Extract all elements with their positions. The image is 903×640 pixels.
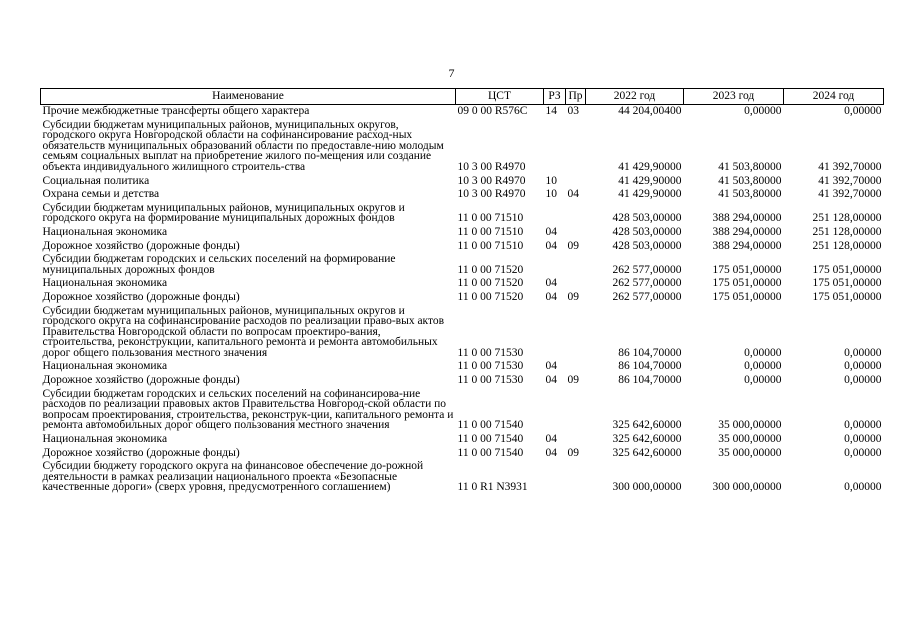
cell-2023: 41 503,80000 bbox=[718, 160, 782, 173]
cell-2024: 0,00000 bbox=[844, 481, 882, 494]
cell-rz bbox=[544, 253, 566, 277]
cell-pr bbox=[566, 388, 586, 433]
cell-pr: 09 bbox=[567, 239, 579, 252]
cell-2024: 41 392,70000 bbox=[818, 160, 882, 173]
cell-2023: 0,00000 bbox=[744, 105, 782, 117]
cell-cst: 11 0 00 71530 bbox=[457, 360, 524, 373]
cell-2022: 300 000,00000 bbox=[612, 481, 682, 494]
cell-name: Прочие межбюджетные трансферты общего характера bbox=[42, 105, 310, 117]
table-row bbox=[41, 188, 884, 202]
cell-name: Субсидии бюджетам городских и сельских поселений на софинансирова-ние расходов по реализации правовых актов Правительства Новгород-ской области по вопросам проектирования, строительства, реконструк-ции, капитального ремонта и ремонта автомобильных дорог общего пользования местного значения bbox=[42, 387, 454, 432]
cell-name: Дорожное хозяйство (дорожные фонды) bbox=[42, 290, 240, 303]
cell-name: Дорожное хозяйство (дорожные фонды) bbox=[42, 374, 240, 387]
cell-2022: 41 429,90000 bbox=[618, 160, 682, 173]
cell-2022: 41 429,90000 bbox=[618, 188, 682, 201]
cell-pr bbox=[566, 253, 586, 277]
cell-pr bbox=[566, 277, 586, 291]
header-pr: Пр bbox=[566, 89, 586, 105]
cell-2022: 325 642,60000 bbox=[612, 419, 682, 432]
cell-pr: 09 bbox=[567, 290, 579, 303]
cell-2022: 325 642,60000 bbox=[612, 433, 682, 446]
cell-pr bbox=[566, 360, 586, 374]
cell-2023: 35 000,00000 bbox=[718, 419, 782, 432]
cell-rz: 04 bbox=[545, 225, 557, 238]
cell-cst: 11 0 00 71540 bbox=[457, 446, 524, 459]
cell-2024: 175 051,00000 bbox=[812, 277, 882, 290]
table-row bbox=[41, 305, 884, 361]
cell-2024: 0,00000 bbox=[844, 419, 882, 432]
table-row bbox=[41, 460, 884, 495]
table-row bbox=[41, 226, 884, 240]
cell-name: Национальная экономика bbox=[42, 360, 168, 373]
cell-2024: 0,00000 bbox=[844, 360, 882, 373]
cell-cst: 11 0 00 71520 bbox=[457, 290, 524, 303]
cell-2022: 325 642,60000 bbox=[612, 446, 682, 459]
cell-2023: 175 051,00000 bbox=[712, 277, 782, 290]
cell-cst: 11 0 00 71520 bbox=[457, 277, 524, 290]
cell-2024: 0,00000 bbox=[844, 105, 882, 117]
cell-rz: 10 bbox=[545, 188, 557, 201]
cell-2023: 300 000,00000 bbox=[712, 481, 782, 494]
cell-pr: 09 bbox=[567, 374, 579, 387]
page-number: 7 bbox=[448, 66, 455, 80]
cell-2024: 41 392,70000 bbox=[818, 188, 882, 201]
table-row bbox=[41, 253, 884, 277]
table-row bbox=[41, 374, 884, 388]
cell-2024: 0,00000 bbox=[844, 433, 882, 446]
cell-cst: 11 0 00 71510 bbox=[457, 225, 524, 238]
cell-pr: 03 bbox=[567, 105, 579, 117]
cell-2024: 251 128,00000 bbox=[812, 212, 882, 225]
cell-2023: 0,00000 bbox=[744, 360, 782, 373]
cell-cst: 11 0 00 71530 bbox=[457, 374, 524, 387]
cell-cst: 10 3 00 R4970 bbox=[457, 160, 526, 173]
cell-2024: 41 392,70000 bbox=[818, 174, 882, 187]
cell-2022: 428 503,00000 bbox=[612, 225, 682, 238]
cell-cst: 11 0 00 71520 bbox=[457, 263, 524, 276]
table-row bbox=[41, 202, 884, 226]
cell-pr bbox=[566, 433, 586, 447]
cell-pr bbox=[566, 305, 586, 361]
cell-pr bbox=[566, 460, 586, 495]
table-row bbox=[41, 119, 884, 175]
cell-cst: 10 3 00 R4970 bbox=[457, 188, 526, 201]
cell-name: Охрана семьи и детства bbox=[42, 188, 160, 201]
table-row bbox=[41, 277, 884, 291]
cell-rz: 04 bbox=[545, 433, 557, 446]
table-row bbox=[41, 388, 884, 433]
cell-pr bbox=[566, 226, 586, 240]
cell-rz bbox=[544, 305, 566, 361]
cell-rz bbox=[544, 119, 566, 175]
cell-cst: 10 3 00 R4970 bbox=[457, 174, 526, 187]
header-2024: 2024 год bbox=[784, 89, 884, 105]
cell-pr bbox=[566, 175, 586, 189]
cell-cst: 11 0 00 71510 bbox=[457, 239, 524, 252]
cell-cst: 11 0 00 71530 bbox=[457, 346, 524, 359]
cell-name: Национальная экономика bbox=[42, 433, 168, 446]
cell-2022: 428 503,00000 bbox=[612, 212, 682, 225]
cell-cst: 11 0 00 71540 bbox=[457, 433, 524, 446]
cell-pr: 04 bbox=[567, 188, 579, 201]
table-header-row bbox=[41, 89, 884, 105]
cell-2023: 41 503,80000 bbox=[718, 174, 782, 187]
cell-pr bbox=[566, 202, 586, 226]
cell-pr bbox=[566, 119, 586, 175]
cell-2022: 262 577,00000 bbox=[612, 263, 682, 276]
cell-name: Субсидии бюджетам муниципальных районов, муниципальных округов и городского округа на софинансирование расходов по реализации право-вых актов Правительства Новгородской области по вопросам проектиро-вания, строительства, реконструкции, капитального ремонта и ремонта автомобильных дорог общего пользования местного значения bbox=[42, 304, 445, 359]
cell-name: Субсидии бюджетам муниципальных районов, муниципальных округов, городского округа Новгородской области на софинансирование расход-ных обязательств муниципальных образований области по предоставле-нию молодым семьям социальных выплат на приобретение жилого по-мещения или создание объекта индивидуального жилищного строитель-ства bbox=[42, 118, 444, 173]
cell-cst: 11 0 00 71510 bbox=[457, 212, 524, 225]
table-row bbox=[41, 447, 884, 461]
cell-2024: 0,00000 bbox=[844, 374, 882, 387]
cell-name: Субсидии бюджетам городских и сельских поселений на формирование муниципальных дорожных фондов bbox=[42, 253, 396, 276]
header-2023: 2023 год bbox=[684, 89, 784, 105]
budget-table bbox=[40, 88, 884, 495]
cell-2023: 0,00000 bbox=[744, 374, 782, 387]
cell-2022: 262 577,00000 bbox=[612, 277, 682, 290]
cell-cst: 11 0 R1 N3931 bbox=[457, 481, 528, 494]
cell-2022: 86 104,70000 bbox=[618, 360, 682, 373]
cell-rz bbox=[544, 460, 566, 495]
cell-2022: 44 204,00400 bbox=[618, 105, 682, 117]
cell-rz: 04 bbox=[545, 360, 557, 373]
cell-2024: 251 128,00000 bbox=[812, 239, 882, 252]
cell-name: Дорожное хозяйство (дорожные фонды) bbox=[42, 446, 240, 459]
cell-2023: 388 294,00000 bbox=[712, 212, 782, 225]
cell-name: Дорожное хозяйство (дорожные фонды) bbox=[42, 239, 240, 252]
cell-2023: 388 294,00000 bbox=[712, 239, 782, 252]
cell-2023: 388 294,00000 bbox=[712, 225, 782, 238]
cell-2024: 0,00000 bbox=[844, 446, 882, 459]
header-rz: РЗ bbox=[544, 89, 566, 105]
cell-name: Национальная экономика bbox=[42, 277, 168, 290]
cell-2024: 0,00000 bbox=[844, 346, 882, 359]
cell-name: Социальная политика bbox=[42, 174, 150, 187]
cell-rz: 04 bbox=[545, 290, 557, 303]
cell-2022: 86 104,70000 bbox=[618, 374, 682, 387]
cell-rz bbox=[544, 202, 566, 226]
cell-name: Субсидии бюджетам муниципальных районов, муниципальных округов и городского округа на формирование муниципальных дорожных фондов bbox=[42, 201, 405, 225]
cell-cst: 09 0 00 R576C bbox=[457, 105, 528, 117]
table-row bbox=[41, 175, 884, 189]
table-row bbox=[41, 105, 884, 119]
cell-2022: 428 503,00000 bbox=[612, 239, 682, 252]
cell-rz bbox=[544, 388, 566, 433]
cell-rz: 10 bbox=[545, 174, 557, 187]
cell-2023: 35 000,00000 bbox=[718, 433, 782, 446]
cell-2024: 251 128,00000 bbox=[812, 225, 882, 238]
table-row bbox=[41, 360, 884, 374]
cell-2024: 175 051,00000 bbox=[812, 263, 882, 276]
cell-rz: 04 bbox=[545, 277, 557, 290]
cell-2023: 41 503,80000 bbox=[718, 188, 782, 201]
cell-name: Национальная экономика bbox=[42, 225, 168, 238]
cell-pr: 09 bbox=[567, 446, 579, 459]
cell-rz: 04 bbox=[545, 239, 557, 252]
cell-2023: 175 051,00000 bbox=[712, 290, 782, 303]
header-name: Наименование bbox=[41, 89, 456, 105]
header-2022: 2022 год bbox=[586, 89, 684, 105]
cell-rz: 14 bbox=[545, 105, 557, 117]
cell-rz: 04 bbox=[545, 446, 557, 459]
cell-2022: 41 429,90000 bbox=[618, 174, 682, 187]
table-row bbox=[41, 240, 884, 254]
cell-2022: 262 577,00000 bbox=[612, 290, 682, 303]
cell-2023: 0,00000 bbox=[744, 346, 782, 359]
header-cst: ЦСТ bbox=[456, 89, 544, 105]
table-row bbox=[41, 291, 884, 305]
cell-2023: 35 000,00000 bbox=[718, 446, 782, 459]
cell-2023: 175 051,00000 bbox=[712, 263, 782, 276]
table-row bbox=[41, 433, 884, 447]
cell-rz: 04 bbox=[545, 374, 557, 387]
cell-name: Субсидии бюджету городского округа на финансовое обеспечение до-рожной деятельности в рамках реализации национального проекта «Безопасные качественные дороги» (сверх уровня, предусмотренного соглашением) bbox=[42, 460, 424, 494]
cell-2022: 86 104,70000 bbox=[618, 346, 682, 359]
cell-2024: 175 051,00000 bbox=[812, 290, 882, 303]
cell-cst: 11 0 00 71540 bbox=[457, 419, 524, 432]
